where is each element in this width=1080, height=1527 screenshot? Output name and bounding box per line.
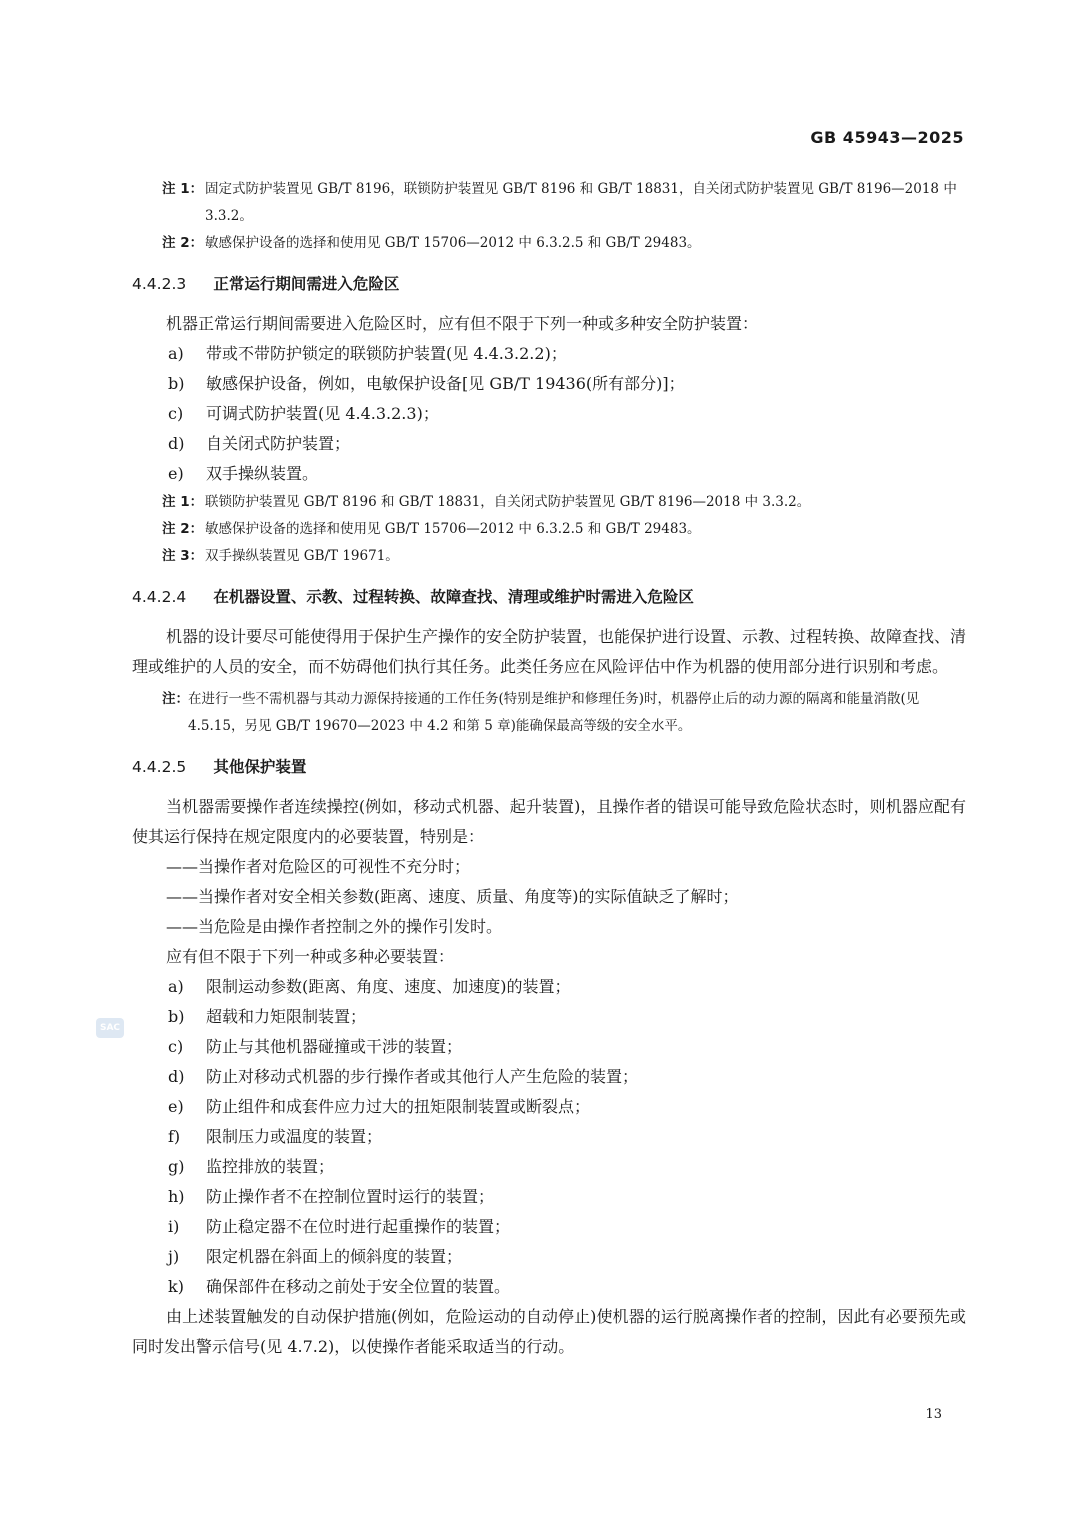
list-label: d) (168, 434, 185, 453)
paragraph: 由上述装置触发的自动保护措施(例如，危险运动的自动停止)使机器的运行脱离操作者的控制，因此有必要预先或同时发出警示信号(见 4.7.2)，以使操作者能采取适当的行动。 (132, 1307, 966, 1356)
paragraph: 机器正常运行期间需要进入危险区时，应有但不限于下列一种或多种安全防护装置： (166, 314, 759, 333)
section-heading-4-4-2-5 (132, 754, 966, 780)
list-text: 防止对移动式机器的步行操作者或其他行人产生危险的装置； (206, 1067, 639, 1086)
list-item (132, 1212, 966, 1242)
list-item (132, 1242, 966, 1272)
section-number: 4.4.2.4 (132, 588, 187, 606)
list-item (132, 1122, 966, 1152)
list-item (132, 369, 966, 399)
list-text: 限制压力或温度的装置； (206, 1127, 383, 1146)
paragraph: 应有但不限于下列一种或多种必要装置： (166, 947, 455, 966)
list-item (132, 429, 966, 459)
note-label: 注 1： (162, 181, 204, 197)
sac-watermark-logo: SAC (96, 1018, 124, 1038)
list-text: 监控排放的装置； (206, 1157, 335, 1176)
dash-item: ——当危险是由操作者控制之外的操作引发时。 (166, 917, 503, 936)
note-label: 注 3： (162, 548, 204, 564)
note-text: 敏感保护设备的选择和使用见 GB/T 15706—2012 中 6.3.2.5 和 GB/T 29483。 (205, 521, 701, 537)
list-label: j) (168, 1247, 180, 1266)
list-label: i) (168, 1217, 180, 1236)
note-item (132, 489, 966, 516)
dash-item: ——当操作者对安全相关参数(距离、速度、质量、角度等)的实际值缺乏了解时； (166, 887, 739, 906)
section-number: 4.4.2.5 (132, 758, 187, 776)
list-label: e) (168, 464, 184, 483)
list-label: a) (168, 977, 184, 996)
note-text: 固定式防护装置见 GB/T 8196，联锁防护装置见 GB/T 8196 和 GB/T 18831，自关闭式防护装置见 GB/T 8196—2018 中 3.3.2。 (205, 181, 957, 224)
list-item (132, 339, 966, 369)
page-number: 13 (925, 1407, 942, 1422)
note-item (132, 543, 966, 570)
list-text: 超载和力矩限制装置； (206, 1007, 367, 1026)
paragraph: 机器的设计要尽可能使得用于保护生产操作的安全防护装置，也能保护进行设置、示教、过程转换、故障查找、清理或维护的人员的安全，而不妨碍他们执行其任务。此类任务应在风险评估中作为机器的使用部分进行识别和考虑。 (132, 627, 967, 676)
section-title: 其他保护装置 (213, 758, 307, 776)
list-text: 防止与其他机器碰撞或干涉的装置； (206, 1037, 463, 1056)
paragraph: 当机器需要操作者连续操控(例如，移动式机器、起升装置)，且操作者的错误可能导致危险状态时，则机器应配有使其运行保持在规定限度内的必要装置，特别是： (132, 797, 966, 846)
note-label: 注 1： (162, 494, 204, 510)
list-text: 可调式防护装置(见 4.4.3.2.3)； (206, 404, 439, 423)
note-label: 注 2： (162, 235, 204, 251)
list-text: 限制运动参数(距离、角度、速度、加速度)的装置； (206, 977, 571, 996)
section-heading-4-4-2-3 (132, 271, 966, 297)
list-item (132, 1062, 966, 1092)
section-number: 4.4.2.3 (132, 275, 187, 293)
standard-code: GB 45943—2025 (810, 128, 964, 147)
note-item (132, 516, 966, 543)
section-heading-4-4-2-4 (132, 584, 966, 610)
list-label: d) (168, 1067, 185, 1086)
list-text: 防止组件和成套件应力过大的扭矩限制装置或断裂点； (206, 1097, 591, 1116)
list-text: 限定机器在斜面上的倾斜度的装置； (206, 1247, 463, 1266)
list-label: h) (168, 1187, 185, 1206)
list-label: e) (168, 1097, 184, 1116)
section-title: 在机器设置、示教、过程转换、故障查找、清理或维护时需进入危险区 (213, 588, 694, 606)
list-item (132, 972, 966, 1002)
list-label: k) (168, 1277, 184, 1296)
list-label: g) (168, 1157, 185, 1176)
list-label: a) (168, 344, 184, 363)
page-content (132, 176, 966, 1362)
list-item (132, 459, 966, 489)
list-item (132, 1002, 966, 1032)
note-text: 联锁防护装置见 GB/T 8196 和 GB/T 18831，自关闭式防护装置见 GB/T 8196—2018 中 3.3.2。 (205, 494, 811, 510)
list-item (132, 399, 966, 429)
list-label: c) (168, 404, 184, 423)
note-label: 注： (162, 691, 189, 707)
dash-item: ——当操作者对危险区的可视性不充分时； (166, 857, 471, 876)
note-text: 敏感保护设备的选择和使用见 GB/T 15706—2012 中 6.3.2.5 和 GB/T 29483。 (205, 235, 701, 251)
list-item (132, 1182, 966, 1212)
list-text: 防止操作者不在控制位置时运行的装置； (206, 1187, 495, 1206)
list-item (132, 1152, 966, 1182)
list-text: 带或不带防护锁定的联锁防护装置(见 4.4.3.2.2)； (206, 344, 567, 363)
note-item (132, 686, 966, 740)
list-text: 确保部件在移动之前处于安全位置的装置。 (206, 1277, 511, 1296)
list-label: b) (168, 374, 185, 393)
list-text: 敏感保护设备，例如，电敏保护设备[见 GB/T 19436(所有部分)]； (206, 374, 685, 393)
section-title: 正常运行期间需进入危险区 (213, 275, 400, 293)
list-text: 双手操纵装置。 (206, 464, 319, 483)
note-label: 注 2： (162, 521, 204, 537)
list-text: 防止稳定器不在位时进行起重操作的装置； (206, 1217, 511, 1236)
list-item (132, 1272, 966, 1302)
note-item (132, 176, 966, 230)
note-text: 双手操纵装置见 GB/T 19671。 (205, 548, 399, 564)
list-item (132, 1032, 966, 1062)
note-item (132, 230, 966, 257)
list-item (132, 1092, 966, 1122)
list-text: 自关闭式防护装置； (206, 434, 351, 453)
list-label: b) (168, 1007, 185, 1026)
list-label: f) (168, 1127, 181, 1146)
list-label: c) (168, 1037, 184, 1056)
note-text: 在进行一些不需机器与其动力源保持接通的工作任务(特别是维护和修理任务)时，机器停止后的动力源的隔离和能量消散(见 4.5.15，另见 GB/T 19670—2023 中 4.2 和第 5 章)能确保最高等级的安全水平。 (188, 691, 920, 734)
